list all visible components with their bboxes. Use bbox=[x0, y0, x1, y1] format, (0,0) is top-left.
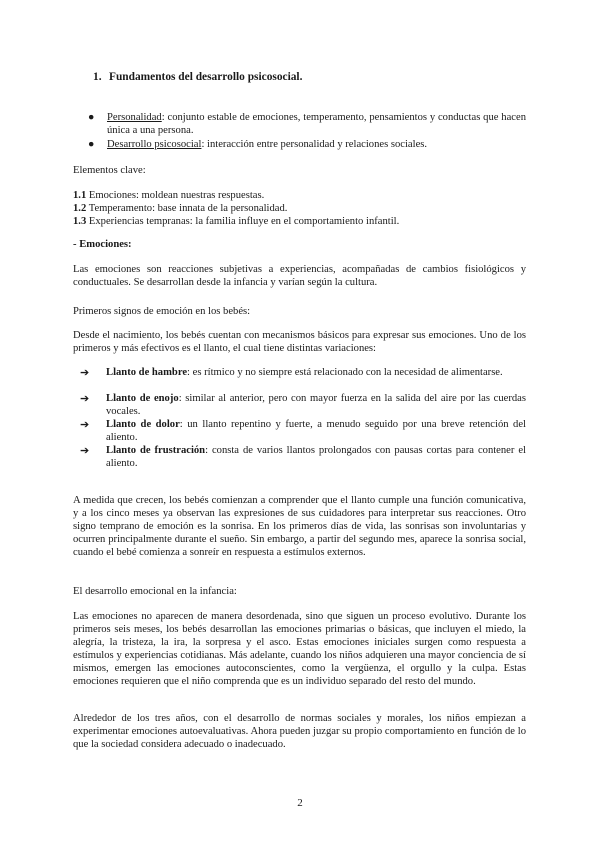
cry-text: : consta de varios llantos prolongados con pausas cortas para contener el aliento. bbox=[106, 445, 526, 469]
cry-text: : similar al anterior, pero con mayor fuerza en la salida del aire por las cuerdas vocales. bbox=[106, 393, 526, 417]
heading-title: Fundamentos del desarrollo psicosocial. bbox=[109, 71, 303, 83]
cry-term: Llanto de dolor bbox=[106, 419, 180, 430]
emotions-heading-prefix: - bbox=[73, 239, 80, 250]
cry-item-anger bbox=[80, 393, 526, 419]
childhood-title: El desarrollo emocional en la infancia: bbox=[73, 586, 237, 597]
cry-item-frustration bbox=[80, 445, 526, 471]
arrow-right-icon: ➔ bbox=[80, 367, 90, 379]
paragraph-emotions: Las emociones son reacciones subjetivas a experiencias, acompañadas de cambios fisiológicos y conductuales. Se desarrollan desde la infancia y varían según la cultura. bbox=[73, 264, 526, 288]
paragraph-growth: A medida que crecen, los bebés comienzan a comprender que el llanto cumple una función comunicativa, y a los cinco meses ya observan las expresiones de sus cuidadores para interpretar sus reacciones. Otro signo temprano de emoción es la sonrisa. En los primeros días de vida, las sonrisas son involuntarias y ocurren principalmente durante el sueño. Sin embargo, a partir del segundo mes, aparece la sonrisa social, cuando el bebé comienza a sonreír en respuesta a estímulos externos. bbox=[73, 495, 526, 558]
section-heading bbox=[93, 71, 302, 83]
cry-item-pain bbox=[80, 419, 526, 445]
definition-text: : interacción entre personalidad y relaciones sociales. bbox=[201, 139, 428, 150]
definition-psychosocial bbox=[88, 139, 526, 152]
key-element-number: 1.1 bbox=[73, 190, 87, 201]
key-element-text: Emociones: moldean nuestras respuestas. bbox=[86, 190, 265, 201]
key-elements-list bbox=[73, 190, 526, 229]
cry-text: : un llanto repentino y fuerte, a menudo seguido por una breve retención del aliento. bbox=[106, 419, 526, 443]
emotions-heading-label: Emociones: bbox=[79, 239, 132, 250]
key-element-item bbox=[73, 190, 526, 203]
cry-item-hunger bbox=[80, 367, 526, 380]
bullet-dot-icon: ● bbox=[88, 112, 95, 123]
key-element-item bbox=[73, 203, 526, 216]
key-element-number: 1.3 bbox=[73, 215, 87, 227]
arrow-right-icon: ➔ bbox=[80, 393, 90, 405]
cry-term: Llanto de frustración bbox=[106, 445, 206, 456]
page-number: 2 bbox=[297, 797, 303, 809]
arrow-right-icon: ➔ bbox=[80, 445, 90, 457]
cry-term: Llanto de hambre bbox=[106, 367, 188, 378]
paragraph-birth: Desde el nacimiento, los bebés cuentan con mecanismos básicos para expresar sus emociones. Uno de los primeros y más efectivos es el llanto, el cual tiene distintas variaciones: bbox=[73, 330, 526, 354]
definition-text: : conjunto estable de emociones, temperamento, pensamientos y conductas que hacen única a una persona. bbox=[107, 112, 526, 136]
first-signs-title: Primeros signos de emoción en los bebés: bbox=[73, 306, 251, 317]
paragraph-childhood: Las emociones no aparecen de manera desordenada, sino que siguen un proceso evolutivo. Durante los primeros seis meses, los bebés desarrollan las emociones primarias o básicas, que incluyen el miedo, la alegría, la tristeza, la ira, la sorpresa y el asco. Estas emociones iniciales surgen como respuesta a estímulos y experiencias cotidianas. Más adelante, cuando los niños adquieren una mayor conciencia de sí mismos, emergen las emociones autoconscientes, como la vergüenza, el orgullo y la culpa. Estas emociones requieren que el niño comprenda que es un individuo separado del resto del mundo. bbox=[73, 611, 526, 687]
key-element-text: Experiencias tempranas: la familia influye en el comportamiento infantil. bbox=[86, 215, 400, 227]
term-psychosocial: Desarrollo psicosocial bbox=[107, 139, 202, 150]
paragraph-three-years: Alrededor de los tres años, con el desarrollo de normas sociales y morales, los niños empiezan a experimentar emociones autoevaluativas. Ahora pueden juzgar su propio comportamiento en función de lo que la sociedad considera adecuado o inadecuado. bbox=[73, 713, 526, 750]
definition-personality bbox=[88, 112, 526, 138]
key-element-number: 1.2 bbox=[73, 202, 87, 214]
arrow-right-icon: ➔ bbox=[80, 419, 90, 431]
emotions-heading bbox=[73, 239, 526, 252]
bullet-dot-icon: ● bbox=[88, 139, 95, 150]
heading-number: 1. bbox=[93, 71, 102, 83]
term-personality: Personalidad bbox=[107, 112, 162, 123]
key-element-item bbox=[73, 216, 526, 229]
cry-text: : es rítmico y no siempre está relacionado con la necesidad de alimentarse. bbox=[187, 367, 503, 378]
cry-term: Llanto de enojo bbox=[106, 393, 179, 404]
key-elements-title: Elementos clave: bbox=[73, 165, 146, 176]
key-element-text: Temperamento: base innata de la personalidad. bbox=[86, 202, 288, 214]
